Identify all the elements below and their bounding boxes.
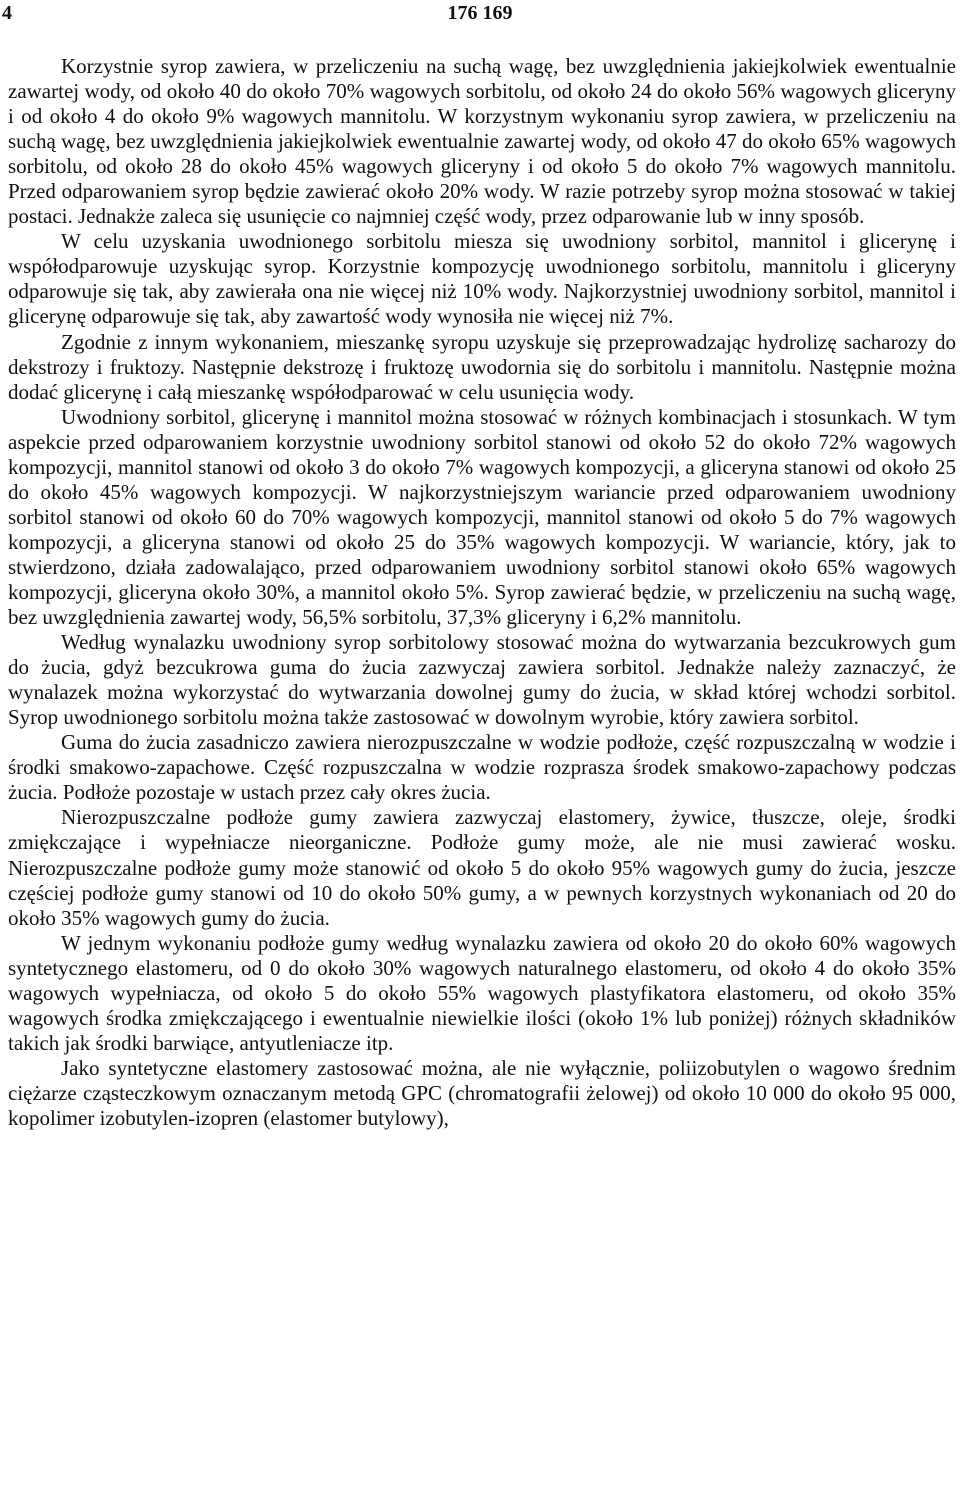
paragraph: Jako syntetyczne elastomery zastosować można, ale nie wyłącznie, poliizobutylen o wagowo średnim ciężarze cząsteczkowym oznaczanym metodą GPC (chromatografii żelowej) od około 10 000 do około 95 000, kopolimer izobutylen-izopren (elastomer butylowy), — [8, 1055, 956, 1130]
paragraph: Zgodnie z innym wykonaniem, mieszankę syropu uzyskuje się przeprowadzając hydrolizę sacharozy do dekstrozy i fruktozy. Następnie dekstrozę i fruktozę uwodornia się do sorbitolu i mannitolu. Następnie można dodać glicerynę i całą mieszankę współodparować w celu usunięcia wody. — [8, 329, 956, 404]
patent-number: 176 169 — [447, 2, 513, 24]
paragraph: W jednym wykonaniu podłoże gumy według wynalazku zawiera od około 20 do około 60% wagowych syntetycznego elastomeru, od 0 do około 30% wagowych naturalnego elastomeru, od około 4 do około 35% wagowych wypełniacza, od około 5 do około 55% wagowych plastyfikatora elastomeru, od około 35% wagowych środka zmiękczającego i ewentualnie niewielkie ilości (około 1% lub poniżej) różnych składników takich jak środki barwiące, antyutleniacze itp. — [8, 930, 956, 1055]
paragraph: Według wynalazku uwodniony syrop sorbitolowy stosować można do wytwarzania bezcukrowych gum do żucia, gdyż bezcukrowa guma do żucia zazwyczaj zawiera sorbitol. Jednakże należy zaznaczyć, że wynalazek można wykorzystać do wytwarzania dowolnej gumy do żucia, w skład której wchodzi sorbitol. Syrop uwodnionego sorbitolu można także zastosować w dowolnym wyrobie, który zawiera sorbitol. — [8, 630, 956, 730]
paragraph: Korzystnie syrop zawiera, w przeliczeniu na suchą wagę, bez uwzględnienia jakiejkolwiek ewentualnie zawartej wody, od około 40 do około 70% wagowych sorbitolu, od około 24 do około 56% wagowych gliceryny i od około 4 do około 9% wagowych mannitolu. W korzystnym wykonaniu syrop zawiera, w przeliczeniu na suchą wagę, bez uwzględnienia jakiejkolwiek ewentualnie zawartej wody, od około 47 do około 65% wagowych sorbitolu, od około 28 do około 45% wagowych gliceryny i od około 5 do około 7% wagowych mannitolu. Przed odparowaniem syrop będzie zawierać około 20% wody. W razie potrzeby syrop można stosować w takiej postaci. Jednakże zaleca się usunięcie co najmniej część wody, przez odparowanie lub w inny sposób. — [8, 54, 957, 229]
paragraph: Uwodniony sorbitol, glicerynę i mannitol można stosować w różnych kombinacjach i stosunkach. W tym aspekcie przed odparowaniem korzystnie uwodniony sorbitol stanowi od około 52 do około 72% wagowych kompozycji, mannitol stanowi od około 3 do około 7% wagowych kompozycji, a gliceryna stanowi od około 25 do około 45% wagowych kompozycji. W najkorzystniejszym wariancie przed odparowaniem uwodniony sorbitol stanowi od około 60 do 70% wagowych kompozycji, mannitol stanowi od około 5 do 7% wagowych kompozycji, a gliceryna stanowi od około 25 do 35% wagowych kompozycji. W wariancie, który, jak to stwierdzono, działa zadowalająco, przed odparowaniem uwodniony sorbitol stanowi około 65% wagowych kompozycji, gliceryna około 30%, a mannitol około 5%. Syrop zawierać będzie, w przeliczeniu na suchą wagę, bez uwzględnienia zawartej wody, 56,5% sorbitolu, 37,3% gliceryny i 6,2% mannitolu. — [8, 404, 956, 630]
body-text — [8, 54, 956, 1131]
paragraph: Guma do żucia zasadniczo zawiera nierozpuszczalne w wodzie podłoże, część rozpuszczalną w wodzie i środki smakowo-zapachowe. Część rozpuszczalna w wodzie rozprasza środek smakowo-zapachowy podczas żucia. Podłoże pozostaje w ustach przez cały okres żucia. — [8, 730, 956, 805]
page-number: 4 — [2, 2, 12, 24]
paragraph: Nierozpuszczalne podłoże gumy zawiera zazwyczaj elastomery, żywice, tłuszcze, oleje, środki zmiękczające i wypełniacze nieorganiczne. Podłoże gumy może, ale nie musi zawierać wosku. Nierozpuszczalne podłoże gumy może stanowić od około 5 do około 95% wagowych gumy do żucia, jeszcze częściej podłoże gumy stanowi od 10 do około 50% gumy, a w pewnych korzystnych wykonaniach od 20 do około 35% wagowych gumy do żucia. — [8, 805, 956, 930]
page-header — [0, 0, 960, 30]
paragraph: W celu uzyskania uwodnionego sorbitolu miesza się uwodniony sorbitol, mannitol i glicerynę i współodparowuje uzyskując syrop. Korzystnie kompozycję uwodnionego sorbitolu, mannitolu i gliceryny odparowuje się tak, aby zawierała ona nie więcej niż 10% wody. Najkorzystniej uwodniony sorbitol, mannitol i glicerynę odparowuje się tak, aby zawartość wody wynosiła nie więcej niż 7%. — [8, 229, 956, 329]
